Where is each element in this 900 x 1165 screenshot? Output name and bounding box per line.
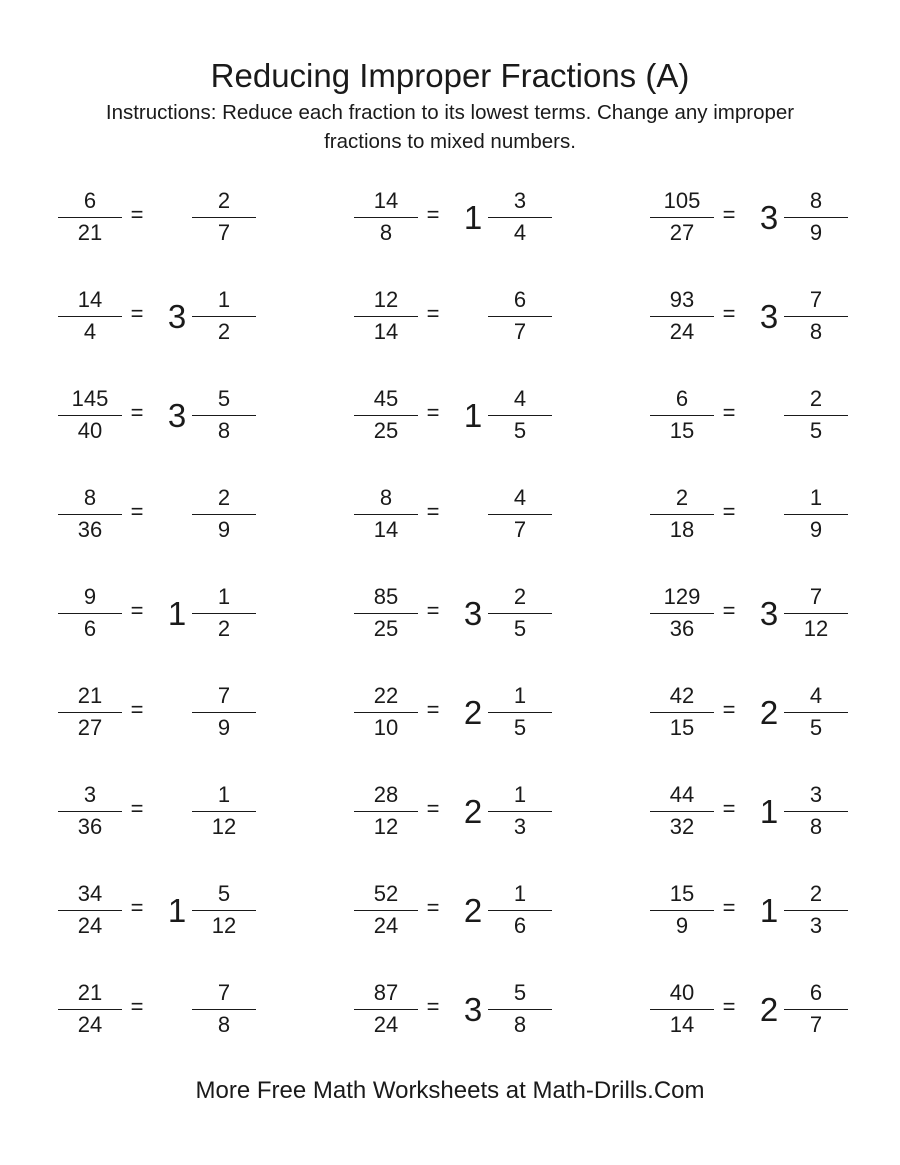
problem-item — [0, 483, 260, 543]
equals-sign: = — [426, 202, 440, 227]
fraction-bar — [650, 712, 714, 713]
answer-fraction-denominator: 4 — [513, 220, 527, 245]
problem-item — [0, 780, 260, 840]
answer-fraction-numerator: 5 — [217, 881, 231, 906]
answer-fraction-denominator: 5 — [513, 418, 527, 443]
given-fraction-denominator: 8 — [379, 220, 393, 245]
given-fraction-numerator: 14 — [373, 188, 399, 213]
given-fraction — [58, 285, 122, 345]
answer-whole-number: 1 — [463, 397, 483, 434]
problem-item — [296, 879, 556, 939]
problem-item — [0, 384, 260, 444]
given-fraction-denominator: 9 — [675, 913, 689, 938]
answer-fraction — [192, 582, 256, 642]
fraction-bar — [192, 1009, 256, 1010]
answer-fraction-denominator: 8 — [513, 1012, 527, 1037]
problem-item — [296, 186, 556, 246]
fraction-bar — [784, 415, 848, 416]
answer-fraction-denominator: 7 — [513, 319, 527, 344]
given-fraction — [354, 483, 418, 543]
fraction-bar — [488, 217, 552, 218]
equals-sign: = — [426, 499, 440, 524]
fraction-bar — [354, 514, 418, 515]
fraction-bar — [784, 1009, 848, 1010]
answer-fraction-denominator: 8 — [217, 418, 231, 443]
given-fraction-denominator: 27 — [669, 220, 695, 245]
answer-fraction — [784, 681, 848, 741]
given-fraction — [58, 780, 122, 840]
given-fraction-denominator: 32 — [669, 814, 695, 839]
equals-sign: = — [426, 697, 440, 722]
problem-item — [592, 483, 852, 543]
answer-fraction — [192, 483, 256, 543]
answer-fraction — [192, 285, 256, 345]
given-fraction-denominator: 27 — [77, 715, 103, 740]
answer-fraction — [784, 780, 848, 840]
answer-fraction-numerator: 1 — [217, 287, 231, 312]
given-fraction-denominator: 18 — [669, 517, 695, 542]
answer-whole-number: 3 — [463, 991, 483, 1028]
fraction-bar — [650, 415, 714, 416]
answer-fraction-numerator: 2 — [809, 386, 823, 411]
answer-whole-number: 3 — [759, 199, 779, 236]
given-fraction-denominator: 40 — [77, 418, 103, 443]
given-fraction-numerator: 9 — [83, 584, 97, 609]
given-fraction-numerator: 14 — [77, 287, 103, 312]
fraction-bar — [650, 811, 714, 812]
given-fraction-denominator: 12 — [373, 814, 399, 839]
given-fraction — [354, 879, 418, 939]
given-fraction-numerator: 2 — [675, 485, 689, 510]
fraction-bar — [192, 613, 256, 614]
equals-sign: = — [130, 796, 144, 821]
fraction-bar — [488, 811, 552, 812]
answer-fraction — [784, 582, 848, 642]
answer-fraction — [488, 483, 552, 543]
given-fraction-denominator: 6 — [83, 616, 97, 641]
answer-fraction-denominator: 12 — [803, 616, 829, 641]
problem-item — [296, 384, 556, 444]
fraction-bar — [58, 811, 122, 812]
given-fraction — [650, 285, 714, 345]
answer-fraction — [192, 978, 256, 1038]
problem-item — [0, 582, 260, 642]
answer-fraction-numerator: 7 — [217, 683, 231, 708]
equals-sign: = — [722, 598, 736, 623]
answer-whole-number: 1 — [759, 892, 779, 929]
equals-sign: = — [130, 400, 144, 425]
fraction-bar — [784, 613, 848, 614]
given-fraction — [58, 483, 122, 543]
answer-fraction-numerator: 7 — [809, 287, 823, 312]
given-fraction — [58, 879, 122, 939]
given-fraction — [650, 879, 714, 939]
answer-whole-number: 2 — [463, 892, 483, 929]
fraction-bar — [354, 910, 418, 911]
equals-sign: = — [130, 994, 144, 1019]
answer-fraction-numerator: 2 — [217, 188, 231, 213]
given-fraction-numerator: 6 — [675, 386, 689, 411]
answer-whole-number: 3 — [167, 397, 187, 434]
given-fraction-numerator: 34 — [77, 881, 103, 906]
given-fraction-denominator: 24 — [77, 1012, 103, 1037]
answer-fraction — [488, 186, 552, 246]
given-fraction — [58, 384, 122, 444]
given-fraction-denominator: 14 — [373, 319, 399, 344]
problem-item — [0, 681, 260, 741]
given-fraction-denominator: 10 — [373, 715, 399, 740]
answer-whole-number: 2 — [463, 694, 483, 731]
worksheet-title: Reducing Improper Fractions (A) — [210, 57, 690, 94]
answer-fraction — [488, 582, 552, 642]
answer-fraction-numerator: 1 — [809, 485, 823, 510]
answer-fraction-numerator: 3 — [809, 782, 823, 807]
problem-item — [592, 681, 852, 741]
equals-sign: = — [722, 202, 736, 227]
fraction-bar — [650, 1009, 714, 1010]
answer-fraction-numerator: 4 — [809, 683, 823, 708]
given-fraction-numerator: 12 — [373, 287, 399, 312]
fraction-bar — [488, 712, 552, 713]
answer-fraction — [784, 978, 848, 1038]
fraction-bar — [58, 415, 122, 416]
instructions-text: Instructions: Reduce each fraction to its lowest terms. Change any improper fractions to mixed numbers. — [105, 101, 795, 153]
equals-sign: = — [722, 796, 736, 821]
answer-whole-number: 1 — [167, 595, 187, 632]
fraction-bar — [488, 613, 552, 614]
answer-fraction — [192, 186, 256, 246]
fraction-bar — [192, 514, 256, 515]
given-fraction-denominator: 36 — [77, 814, 103, 839]
answer-fraction-numerator: 4 — [513, 485, 527, 510]
fraction-bar — [354, 1009, 418, 1010]
given-fraction-denominator: 14 — [373, 517, 399, 542]
given-fraction-numerator: 45 — [373, 386, 399, 411]
given-fraction-denominator: 24 — [77, 913, 103, 938]
answer-fraction-denominator: 8 — [809, 814, 823, 839]
answer-fraction-denominator: 6 — [513, 913, 527, 938]
answer-fraction-numerator: 6 — [513, 287, 527, 312]
answer-fraction — [784, 384, 848, 444]
equals-sign: = — [426, 400, 440, 425]
equals-sign: = — [722, 994, 736, 1019]
answer-fraction-denominator: 9 — [217, 715, 231, 740]
fraction-bar — [58, 514, 122, 515]
given-fraction-numerator: 3 — [83, 782, 97, 807]
given-fraction — [354, 582, 418, 642]
problem-item — [592, 186, 852, 246]
given-fraction — [354, 978, 418, 1038]
fraction-bar — [784, 811, 848, 812]
given-fraction-denominator: 14 — [669, 1012, 695, 1037]
answer-fraction-denominator: 7 — [217, 220, 231, 245]
fraction-bar — [354, 316, 418, 317]
given-fraction — [354, 285, 418, 345]
answer-fraction-numerator: 7 — [217, 980, 231, 1005]
problem-item — [0, 186, 260, 246]
given-fraction-numerator: 42 — [669, 683, 695, 708]
given-fraction-denominator: 24 — [669, 319, 695, 344]
answer-fraction-numerator: 2 — [809, 881, 823, 906]
fraction-bar — [784, 514, 848, 515]
equals-sign: = — [130, 301, 144, 326]
given-fraction-numerator: 93 — [669, 287, 695, 312]
answer-fraction — [488, 780, 552, 840]
given-fraction-numerator: 8 — [379, 485, 393, 510]
problem-item — [0, 879, 260, 939]
answer-fraction-denominator: 3 — [513, 814, 527, 839]
given-fraction-denominator: 15 — [669, 715, 695, 740]
fraction-bar — [488, 910, 552, 911]
fraction-bar — [192, 316, 256, 317]
equals-sign: = — [722, 400, 736, 425]
fraction-bar — [488, 415, 552, 416]
given-fraction-denominator: 36 — [77, 517, 103, 542]
fraction-bar — [784, 217, 848, 218]
fraction-bar — [58, 712, 122, 713]
problem-item — [592, 285, 852, 345]
answer-fraction-numerator: 1 — [217, 584, 231, 609]
fraction-bar — [58, 613, 122, 614]
given-fraction — [650, 681, 714, 741]
given-fraction-denominator: 24 — [373, 1012, 399, 1037]
answer-fraction-denominator: 12 — [211, 814, 237, 839]
answer-whole-number: 1 — [463, 199, 483, 236]
answer-fraction-numerator: 2 — [513, 584, 527, 609]
equals-sign: = — [130, 697, 144, 722]
given-fraction — [650, 582, 714, 642]
given-fraction — [650, 483, 714, 543]
problem-item — [296, 483, 556, 543]
given-fraction-numerator: 105 — [663, 188, 701, 213]
given-fraction-denominator: 4 — [83, 319, 97, 344]
answer-fraction-denominator: 5 — [809, 418, 823, 443]
answer-fraction-denominator: 12 — [211, 913, 237, 938]
answer-fraction — [784, 879, 848, 939]
given-fraction-numerator: 21 — [77, 980, 103, 1005]
given-fraction-denominator: 24 — [373, 913, 399, 938]
answer-fraction-denominator: 9 — [217, 517, 231, 542]
given-fraction-numerator: 145 — [71, 386, 109, 411]
fraction-bar — [354, 613, 418, 614]
answer-fraction-denominator: 2 — [217, 319, 231, 344]
equals-sign: = — [426, 994, 440, 1019]
given-fraction-numerator: 44 — [669, 782, 695, 807]
fraction-bar — [354, 811, 418, 812]
problem-item — [296, 681, 556, 741]
given-fraction — [650, 384, 714, 444]
given-fraction — [354, 681, 418, 741]
fraction-bar — [58, 316, 122, 317]
given-fraction — [354, 780, 418, 840]
given-fraction — [58, 582, 122, 642]
answer-fraction-numerator: 4 — [513, 386, 527, 411]
equals-sign: = — [722, 301, 736, 326]
answer-fraction — [784, 186, 848, 246]
answer-fraction-numerator: 5 — [513, 980, 527, 1005]
equals-sign: = — [426, 796, 440, 821]
problem-item — [0, 285, 260, 345]
answer-fraction-denominator: 8 — [809, 319, 823, 344]
answer-fraction — [488, 681, 552, 741]
answer-fraction-denominator: 8 — [217, 1012, 231, 1037]
equals-sign: = — [130, 598, 144, 623]
fraction-bar — [784, 316, 848, 317]
problem-item — [0, 978, 260, 1038]
given-fraction — [354, 384, 418, 444]
given-fraction-numerator: 40 — [669, 980, 695, 1005]
answer-fraction-numerator: 1 — [513, 683, 527, 708]
fraction-bar — [354, 712, 418, 713]
answer-fraction-denominator: 7 — [809, 1012, 823, 1037]
problem-item — [592, 780, 852, 840]
answer-fraction-denominator: 2 — [217, 616, 231, 641]
given-fraction-numerator: 85 — [373, 584, 399, 609]
fraction-bar — [488, 514, 552, 515]
answer-fraction — [784, 483, 848, 543]
equals-sign: = — [130, 895, 144, 920]
answer-whole-number: 3 — [167, 298, 187, 335]
problem-item — [592, 978, 852, 1038]
given-fraction — [58, 681, 122, 741]
answer-fraction — [192, 384, 256, 444]
problem-item — [592, 879, 852, 939]
answer-fraction-numerator: 5 — [217, 386, 231, 411]
given-fraction-denominator: 21 — [77, 220, 103, 245]
given-fraction-numerator: 8 — [83, 485, 97, 510]
fraction-bar — [192, 217, 256, 218]
fraction-bar — [488, 316, 552, 317]
answer-fraction-numerator: 7 — [809, 584, 823, 609]
given-fraction-denominator: 15 — [669, 418, 695, 443]
problem-item — [592, 582, 852, 642]
problem-item — [296, 780, 556, 840]
answer-fraction-denominator: 7 — [513, 517, 527, 542]
fraction-bar — [192, 415, 256, 416]
answer-whole-number: 1 — [759, 793, 779, 830]
problem-item — [296, 285, 556, 345]
fraction-bar — [192, 712, 256, 713]
given-fraction — [354, 186, 418, 246]
answer-fraction-numerator: 1 — [217, 782, 231, 807]
equals-sign: = — [426, 301, 440, 326]
fraction-bar — [58, 910, 122, 911]
fraction-bar — [650, 613, 714, 614]
answer-fraction-numerator: 1 — [513, 782, 527, 807]
answer-fraction-denominator: 3 — [809, 913, 823, 938]
fraction-bar — [650, 910, 714, 911]
equals-sign: = — [130, 202, 144, 227]
fraction-bar — [192, 910, 256, 911]
answer-fraction-numerator: 1 — [513, 881, 527, 906]
answer-whole-number: 3 — [759, 298, 779, 335]
answer-whole-number: 2 — [759, 694, 779, 731]
given-fraction-numerator: 87 — [373, 980, 399, 1005]
fraction-bar — [784, 910, 848, 911]
answer-whole-number: 2 — [759, 991, 779, 1028]
fraction-bar — [354, 415, 418, 416]
answer-fraction — [784, 285, 848, 345]
fraction-bar — [488, 1009, 552, 1010]
answer-fraction — [192, 681, 256, 741]
given-fraction-numerator: 6 — [83, 188, 97, 213]
answer-fraction-denominator: 5 — [513, 715, 527, 740]
problem-item — [296, 582, 556, 642]
answer-fraction-numerator: 3 — [513, 188, 527, 213]
given-fraction — [58, 978, 122, 1038]
problem-item — [296, 978, 556, 1038]
fraction-bar — [650, 316, 714, 317]
given-fraction-numerator: 22 — [373, 683, 399, 708]
given-fraction-denominator: 25 — [373, 418, 399, 443]
given-fraction-numerator: 15 — [669, 881, 695, 906]
fraction-bar — [354, 217, 418, 218]
answer-fraction — [488, 285, 552, 345]
answer-fraction — [488, 384, 552, 444]
answer-fraction-numerator: 6 — [809, 980, 823, 1005]
given-fraction — [650, 978, 714, 1038]
given-fraction-numerator: 52 — [373, 881, 399, 906]
problem-item — [592, 384, 852, 444]
equals-sign: = — [722, 895, 736, 920]
fraction-bar — [58, 1009, 122, 1010]
answer-fraction-denominator: 9 — [809, 220, 823, 245]
answer-whole-number: 3 — [463, 595, 483, 632]
answer-fraction-numerator: 2 — [217, 485, 231, 510]
given-fraction-numerator: 28 — [373, 782, 399, 807]
given-fraction — [58, 186, 122, 246]
fraction-bar — [784, 712, 848, 713]
given-fraction-denominator: 36 — [669, 616, 695, 641]
equals-sign: = — [426, 598, 440, 623]
equals-sign: = — [722, 499, 736, 524]
given-fraction — [650, 780, 714, 840]
fraction-bar — [58, 217, 122, 218]
fraction-bar — [650, 514, 714, 515]
equals-sign: = — [130, 499, 144, 524]
answer-fraction-numerator: 8 — [809, 188, 823, 213]
given-fraction-denominator: 25 — [373, 616, 399, 641]
answer-fraction — [488, 879, 552, 939]
answer-fraction-denominator: 5 — [809, 715, 823, 740]
answer-whole-number: 1 — [167, 892, 187, 929]
given-fraction-numerator: 129 — [663, 584, 701, 609]
answer-fraction — [192, 780, 256, 840]
answer-whole-number: 3 — [759, 595, 779, 632]
answer-fraction — [488, 978, 552, 1038]
equals-sign: = — [722, 697, 736, 722]
fraction-bar — [192, 811, 256, 812]
answer-fraction-denominator: 9 — [809, 517, 823, 542]
equals-sign: = — [426, 895, 440, 920]
footer-text: More Free Math Worksheets at Math-Drills.Com — [195, 1077, 705, 1104]
given-fraction — [650, 186, 714, 246]
answer-fraction — [192, 879, 256, 939]
given-fraction-numerator: 21 — [77, 683, 103, 708]
fraction-bar — [650, 217, 714, 218]
answer-fraction-denominator: 5 — [513, 616, 527, 641]
answer-whole-number: 2 — [463, 793, 483, 830]
